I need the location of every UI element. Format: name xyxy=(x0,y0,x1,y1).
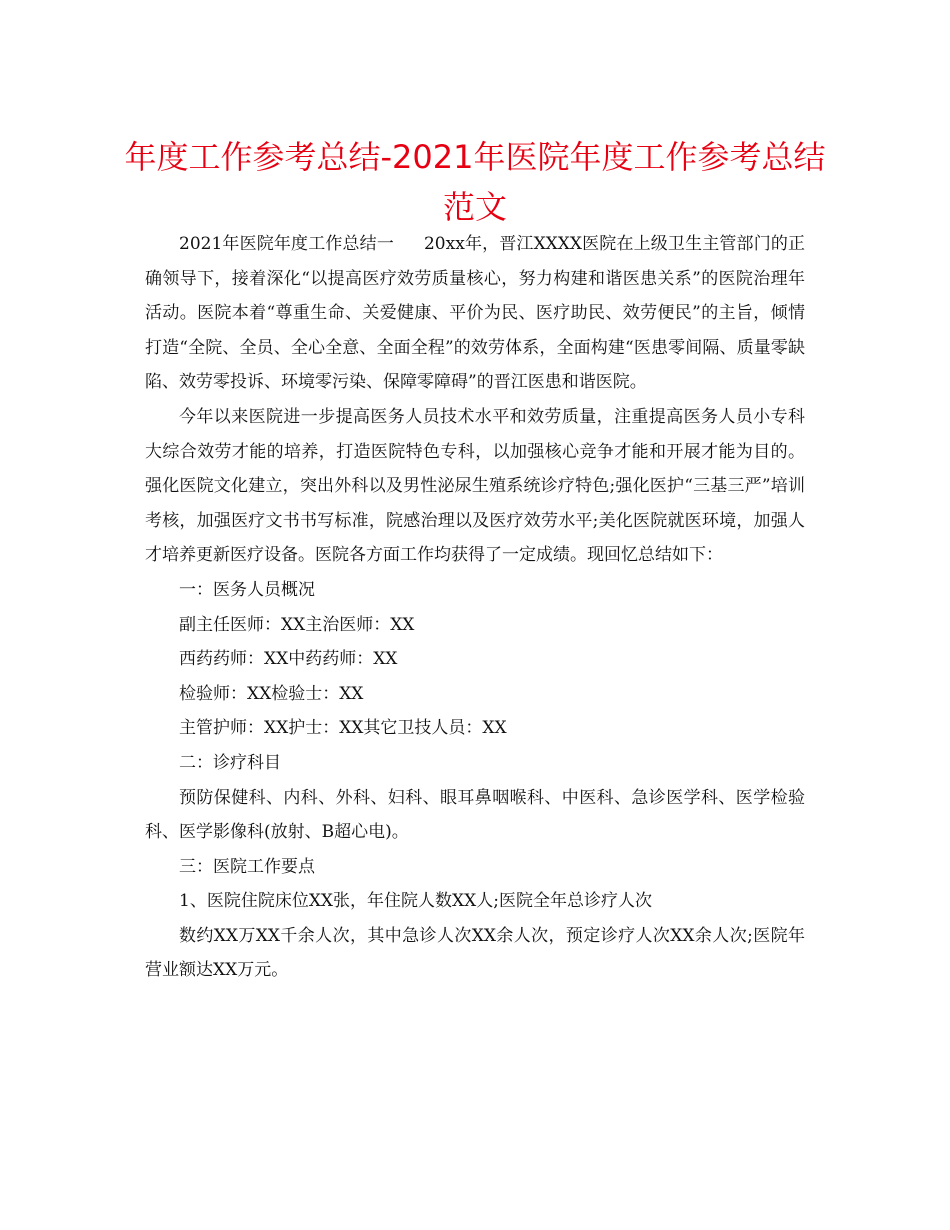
staff-line-lab: 检验师：XX检验士：XX xyxy=(179,683,364,704)
staff-line-doctors: 副主任医师：XX主治医师：XX xyxy=(179,614,415,635)
section-heading-departments: 二：诊疗科目 xyxy=(179,752,281,773)
paragraph-progress: 今年以来医院进一步提高医务人员技术水平和效劳质量，注重提高医务人员小专科大综合效劳才能的培养，打造医院特色专科，以加强核心竞争才能和开展才能为目的。强化医院文化建立，突出外科以及男性泌尿生殖系统诊疗特色;强化医护“三基三严”培训考核，加强医疗文书书写标准，院感治理以及医疗效劳水平;美化医院就医环境，加强人才培养更新医疗设备。医院各方面工作均获得了一定成绩。现回忆总结如下： xyxy=(145,406,805,566)
departments-list: 预防保健科、内科、外科、妇科、眼耳鼻咽喉科、中医科、急诊医学科、医学检验科、医学影像科(放射、B超心电)。 xyxy=(145,787,805,843)
staff-line-nurses: 主管护师：XX护士：XX其它卫技人员：XX xyxy=(179,718,507,739)
paragraph-intro-lead: 2021年医院年度工作总结一 xyxy=(179,234,394,254)
paragraph-intro-text: 20xx年，晋江XXXX医院在上级卫生主管部门的正确领导下，接着深化“以提高医疗效劳质量核心，努力构建和谐医患关系”的医院治理年活动。医院本着“尊重生命、关爱健康、平价为民、医疗助民、效劳便民”的主旨，倾情打造“全院、全员、全心全意、全面全程”的效劳体系，全面构建“医患零间隔、质量零缺陷、效劳零投诉、环境零污染、保障零障碍”的晋江医患和谐医院。 xyxy=(145,234,806,393)
document-body xyxy=(145,227,805,988)
document-title: 年度工作参考总结-2021年医院年度工作参考总结范文 xyxy=(124,138,826,226)
paragraph-intro xyxy=(145,227,805,400)
key-point-beds: 1、医院住院床位XX张，年住院人数XX人;医院全年总诊疗人次 xyxy=(179,891,652,912)
section-heading-staff: 一：医务人员概况 xyxy=(179,579,315,600)
section-heading-key-points: 三：医院工作要点 xyxy=(179,856,315,877)
staff-line-pharmacists: 西药药师：XX中药药师：XX xyxy=(179,649,398,670)
key-point-visits: 数约XX万XX千余人次，其中急诊人次XX余人次，预定诊疗人次XX余人次;医院年营业额达XX万元。 xyxy=(145,925,805,981)
